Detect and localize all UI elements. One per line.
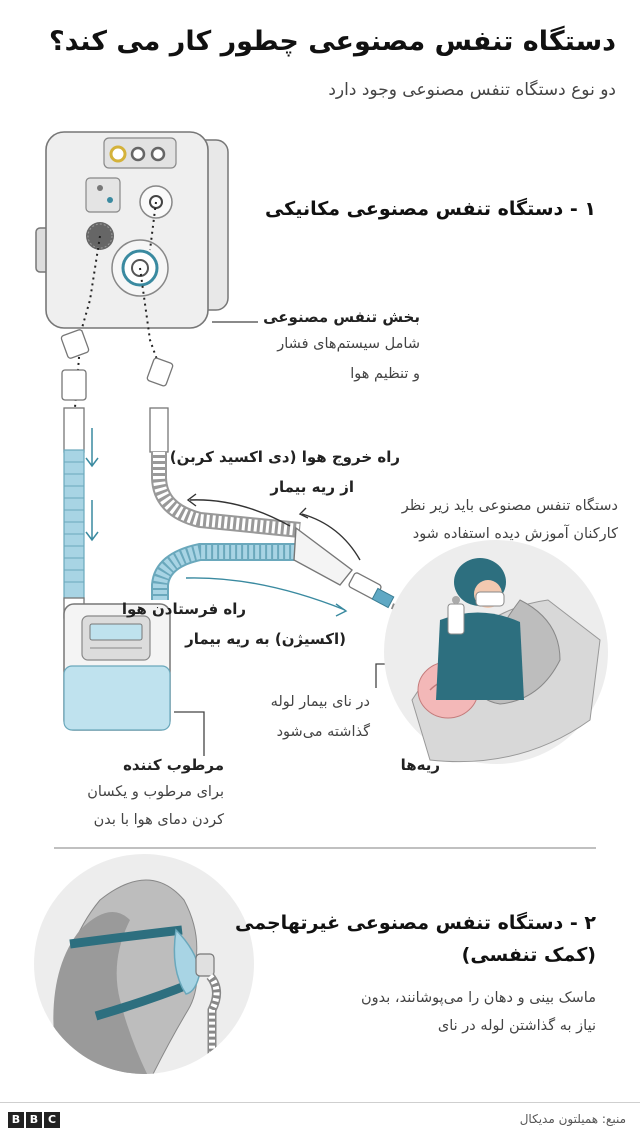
humidifier-unit (64, 604, 170, 730)
inhale-path-title-line1: راه فرستادن هوا (121, 600, 246, 618)
source-credit: منبع: همیلتون مدیکال (519, 1112, 626, 1126)
section2-desc-line1: ماسک بینی و دهان را می‌پوشانند، بدون (361, 990, 596, 1006)
inhale-path-title-line2: (اکسیژن) به ریه بیمار (185, 630, 346, 648)
bbc-logo-letter: B (8, 1112, 24, 1128)
page-subtitle: دو نوع دستگاه تنفس مصنوعی وجود دارد (328, 80, 616, 100)
patient-illustration (384, 540, 608, 764)
section2-heading-line2: (کمک تنفسی) (461, 944, 596, 966)
tube-note-line2: گذاشته می‌شود (276, 724, 370, 740)
bbc-logo-letter: B (26, 1112, 42, 1128)
ventilator-part-line2: و تنظیم هوا (350, 366, 420, 382)
mask-illustration (34, 854, 254, 1080)
tube-note-line1: در نای بیمار لوله (270, 694, 370, 710)
section2-desc-line2: نیاز به گذاشتن لوله در نای (437, 1018, 596, 1034)
supervision-note-line2: کارکنان آموزش دیده استفاده شود (412, 526, 618, 542)
bbc-logo (8, 1112, 60, 1128)
exhale-path-title-line1: راه خروج هوا (دی اکسید کربن) (169, 448, 400, 466)
humidifier-line1: برای مرطوب و یکسان (87, 784, 224, 800)
section2-heading-line1: ۲ - دستگاه تنفس مصنوعی غیرتهاجمی (235, 912, 596, 934)
ventilator-part-line1: شامل سیستم‌های فشار (277, 336, 420, 352)
humidifier-title: مرطوب کننده (123, 756, 224, 774)
bbc-logo-letter: C (44, 1112, 60, 1128)
footer-divider (0, 1102, 640, 1103)
page-title: دستگاه تنفس مصنوعی چطور کار می کند؟ (48, 26, 616, 57)
ventilator-unit (36, 132, 228, 328)
humidifier-line2: کردن دمای هوا با بدن (93, 812, 224, 828)
section1-heading: ۱ - دستگاه تنفس مصنوعی مکانیکی (264, 198, 596, 220)
exhale-path-title-line2: از ریه بیمار (270, 478, 354, 496)
lungs-label: ریه‌ها (400, 756, 440, 774)
ventilator-part-title: بخش تنفس مصنوعی (263, 308, 420, 326)
supervision-note-line1: دستگاه تنفس مصنوعی باید زیر نظر (401, 498, 618, 514)
